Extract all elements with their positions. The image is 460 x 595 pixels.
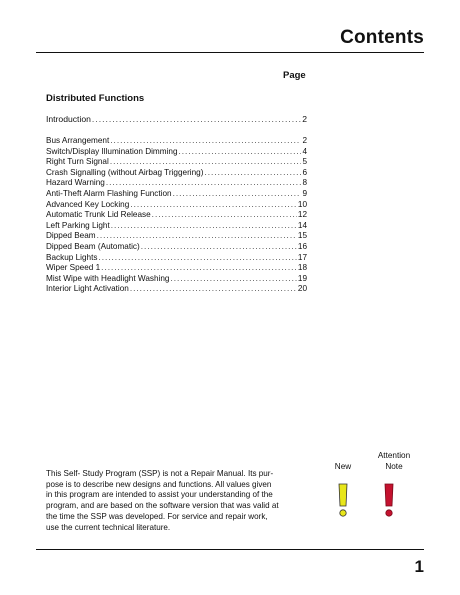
toc-leader-dots <box>179 147 302 158</box>
toc-entry-page: 2 <box>302 136 307 145</box>
toc-row[interactable] <box>46 200 307 211</box>
toc-entry-page: 15 <box>297 231 307 241</box>
toc-entry-page: 17 <box>297 252 307 262</box>
toc-leader-dots <box>101 263 297 274</box>
toc-entry-page: 20 <box>297 284 307 294</box>
toc-entry-page: 2 <box>302 114 307 124</box>
toc-entry-page: 4 <box>302 146 307 156</box>
disclaimer-line: use the current technical literature. <box>46 522 171 532</box>
disclaimer-text <box>46 469 312 533</box>
toc-row[interactable] <box>46 274 307 285</box>
toc-row[interactable] <box>46 221 307 232</box>
toc-entry-page: 19 <box>297 273 307 283</box>
toc-entry-page: 5 <box>302 157 307 167</box>
attention-exclamation-icon <box>382 483 396 519</box>
toc-row[interactable] <box>46 253 307 264</box>
toc-leader-dots <box>97 231 297 242</box>
toc-row[interactable] <box>46 168 307 179</box>
disclaimer-line: in this program are intended to assist your understanding of the <box>46 490 273 500</box>
toc-list <box>46 136 307 295</box>
toc-entry-title: Left Parking Light <box>46 220 110 230</box>
toc-entry-title: Dipped Beam (Automatic) <box>46 241 140 251</box>
toc-row[interactable] <box>46 189 307 200</box>
page-number: 1 <box>414 557 424 576</box>
toc-row[interactable] <box>46 136 307 147</box>
toc-row[interactable] <box>46 178 307 189</box>
disclaimer-line: pose is to describe new designs and functions. All values given <box>46 479 272 489</box>
page-title: Contents <box>340 27 424 48</box>
toc-entry-page: 14 <box>297 220 307 230</box>
toc-row[interactable] <box>46 263 307 274</box>
disclaimer-line: the time the SSP was developed. For service and repair work, <box>46 511 268 521</box>
toc-entry-page: 10 <box>297 199 307 209</box>
toc-entry-page: 18 <box>297 263 307 273</box>
toc-row[interactable] <box>46 210 307 221</box>
legend-new-label: New <box>334 462 352 471</box>
toc-leader-dots <box>141 242 297 253</box>
toc-leader-dots <box>170 274 296 285</box>
disclaimer-line: This Self- Study Program (SSP) is not a Repair Manual. Its pur- <box>46 469 274 478</box>
toc-leader-dots <box>110 157 302 168</box>
top-rule <box>36 52 424 53</box>
toc-entry-title: Hazard Warning <box>46 178 105 188</box>
toc-entry-title: Wiper Speed 1 <box>46 263 101 273</box>
legend-attention-line: Note <box>385 461 403 471</box>
toc-entry-title: Advanced Key Locking <box>46 199 130 209</box>
toc-entry-title: Interior Light Activation <box>46 284 129 294</box>
new-exclamation-icon <box>336 483 350 519</box>
toc-leader-dots <box>106 178 302 189</box>
toc-entry-title: Anti-Theft Alarm Flashing Function <box>46 188 172 198</box>
toc-leader-dots <box>98 253 296 264</box>
toc-entry-title: Right Turn Signal <box>46 157 109 167</box>
toc-row[interactable] <box>46 242 307 253</box>
disclaimer-line: program, and are based on the software version that was valid at <box>46 501 279 511</box>
toc-entry-title: Backup Lights <box>46 252 98 262</box>
toc-leader-dots <box>152 210 297 221</box>
toc-entry-page: 9 <box>302 188 307 198</box>
toc-entry-title: Switch/Display Illumination Dimming <box>46 146 178 156</box>
toc-entry-page: 16 <box>297 241 307 251</box>
toc-entry-title: Crash Signalling (without Airbag Triggering) <box>46 167 204 177</box>
toc-entry-title: Mist Wipe with Headlight Washing <box>46 273 170 283</box>
toc-leader-dots <box>92 114 301 125</box>
toc-row[interactable] <box>46 147 307 158</box>
toc-leader-dots <box>130 284 297 295</box>
toc-row[interactable] <box>46 231 307 242</box>
page-column-header: Page <box>283 70 306 81</box>
toc-leader-dots <box>173 189 302 200</box>
toc-entry-title: Introduction <box>46 114 91 124</box>
toc-row[interactable] <box>46 157 307 168</box>
toc-entry-title: Bus Arrangement <box>46 136 110 145</box>
bottom-rule <box>36 549 424 550</box>
toc-entry-page: 12 <box>297 210 307 220</box>
toc-entry-title: Automatic Trunk Lid Release <box>46 210 151 220</box>
section-heading: Distributed Functions <box>46 93 145 104</box>
toc-leader-dots <box>204 168 301 179</box>
toc-entry-title: Dipped Beam <box>46 231 96 241</box>
toc-leader-dots <box>111 221 297 232</box>
legend-attention-line: Attention <box>377 451 411 460</box>
toc-leader-dots <box>110 136 301 147</box>
toc-entry-page: 8 <box>302 178 307 188</box>
toc-introduction <box>46 114 307 125</box>
toc-entry-page: 6 <box>302 167 307 177</box>
toc-leader-dots <box>130 200 297 211</box>
toc-row-introduction[interactable] <box>46 114 307 125</box>
legend-attention-label <box>372 451 416 472</box>
toc-row[interactable] <box>46 284 307 295</box>
